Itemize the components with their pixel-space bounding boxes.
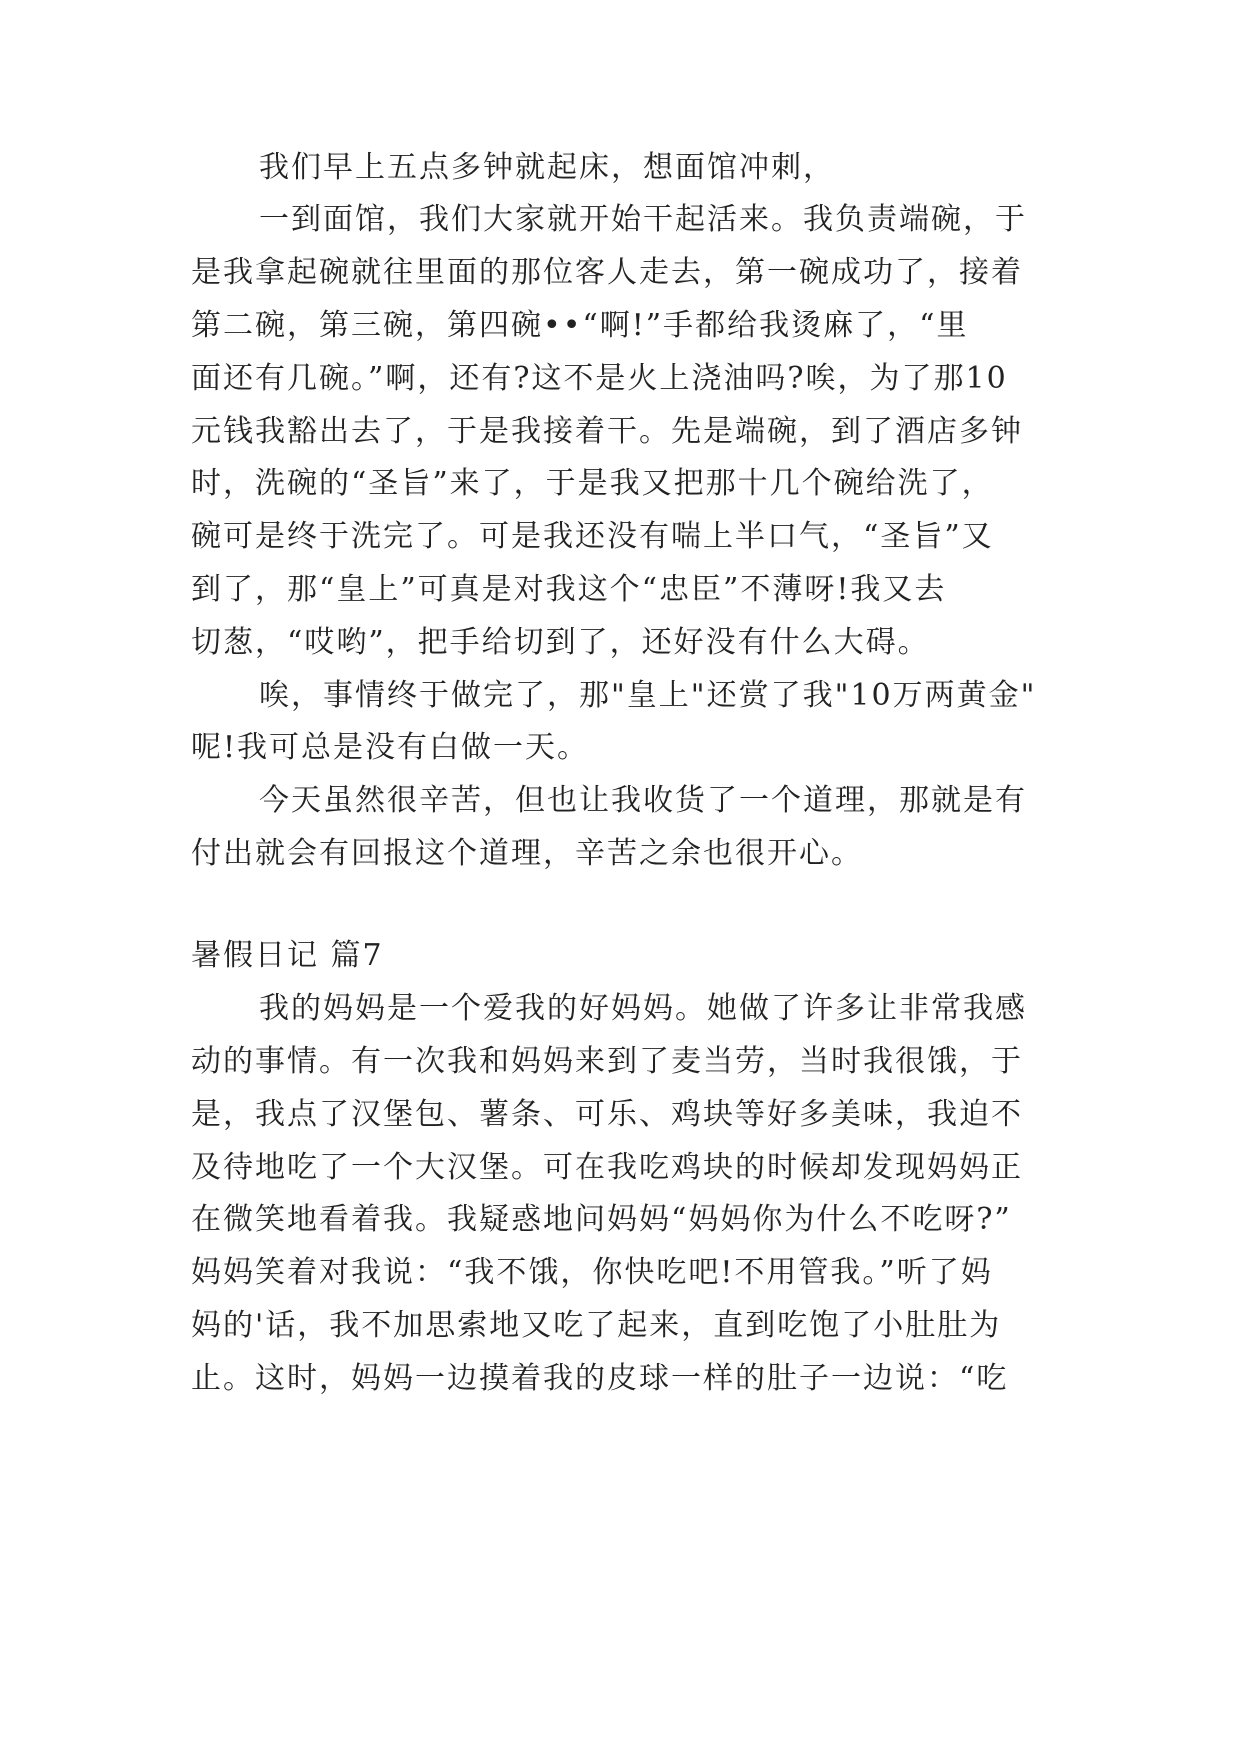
paragraph-line: 呢!我可总是没有白做一天。: [191, 730, 590, 765]
paragraph-line: 妈的'话，我不加思索地又吃了起来，直到吃饱了小肚肚为: [191, 1308, 1002, 1343]
paragraph-line: 在微笑地看着我。我疑惑地问妈妈“妈妈你为什么不吃呀?”: [191, 1202, 1012, 1237]
paragraph-line: 及待地吃了一个大汉堡。可在我吃鸡块的时候却发现妈妈正: [191, 1150, 1023, 1185]
section-heading: 暑假日记 篇7: [191, 938, 384, 973]
paragraph-line: 妈妈笑着对我说：“我不饿，你快吃吧!不用管我。”听了妈: [191, 1255, 993, 1290]
paragraph-line: 我们早上五点多钟就起床，想面馆冲刺，: [259, 150, 835, 185]
paragraph-line: 切葱，“哎哟”，把手给切到了，还好没有什么大碍。: [191, 625, 930, 660]
paragraph-line: 是，我点了汉堡包、薯条、可乐、鸡块等好多美味，我迫不: [191, 1097, 1023, 1132]
paragraph-line: 一到面馆，我们大家就开始干起活来。我负责端碗，于: [259, 202, 1027, 237]
paragraph-line: 面还有几碗。”啊，还有?这不是火上浇油吗?唉，为了那10: [191, 361, 1008, 396]
paragraph-line: 今天虽然很辛苦，但也让我收货了一个道理，那就是有: [259, 783, 1027, 818]
paragraph-line: 到了，那“皇上”可真是对我这个“忠臣”不薄呀!我又去: [191, 572, 947, 607]
paragraph-line: 我的妈妈是一个爱我的好妈妈。她做了许多让非常我感: [259, 991, 1027, 1026]
paragraph-line: 元钱我豁出去了，于是我接着干。先是端碗，到了酒店多钟: [191, 414, 1023, 449]
paragraph-line: 第二碗，第三碗，第四碗••“啊!”手都给我烫麻了，“里: [191, 308, 969, 343]
paragraph-line: 付出就会有回报这个道理，辛苦之余也很开心。: [191, 836, 863, 871]
paragraph-line: 动的事情。有一次我和妈妈来到了麦当劳，当时我很饿，于: [191, 1044, 1023, 1079]
paragraph-line: 唉，事情终于做完了，那"皇上"还赏了我"10万两黄金": [259, 678, 1037, 713]
paragraph-line: 是我拿起碗就往里面的那位客人走去，第一碗成功了，接着: [191, 255, 1023, 290]
paragraph-line: 止。这时，妈妈一边摸着我的皮球一样的肚子一边说：“吃: [191, 1361, 1009, 1396]
paragraph-line: 碗可是终于洗完了。可是我还没有喘上半口气，“圣旨”又: [191, 519, 994, 554]
paragraph-line: 时，洗碗的“圣旨”来了，于是我又把那十几个碗给洗了，: [191, 466, 994, 501]
